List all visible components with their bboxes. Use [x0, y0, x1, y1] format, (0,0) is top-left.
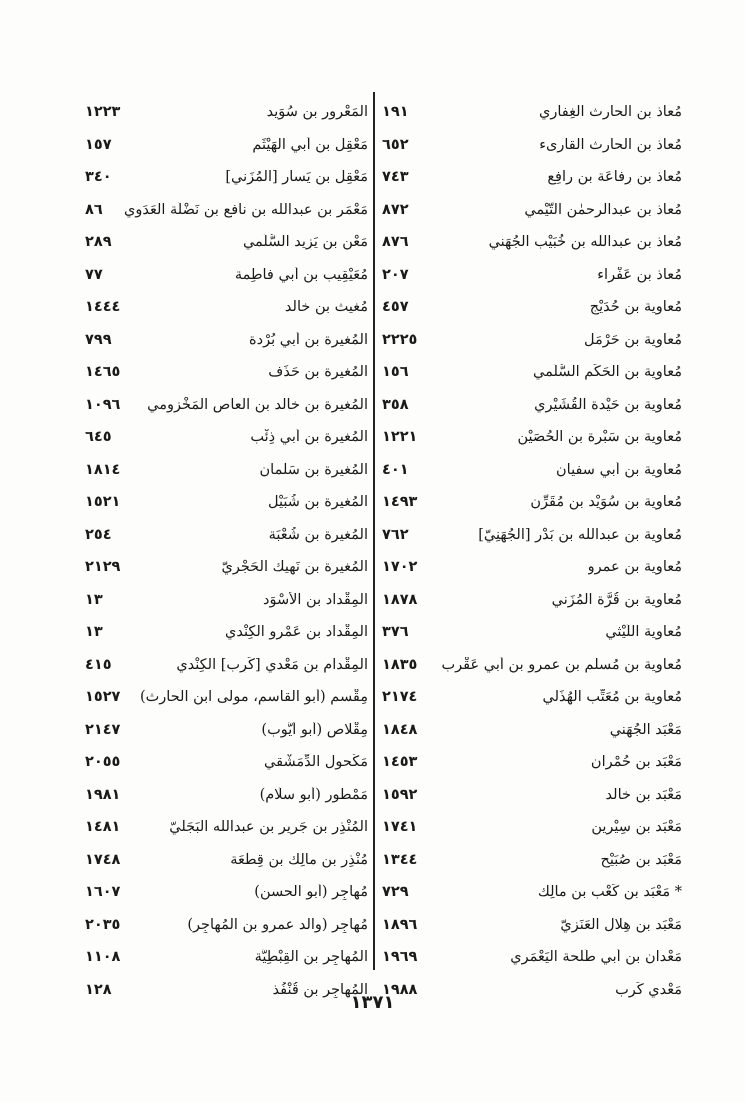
entry-reference-number: ٧٩٩: [85, 331, 112, 348]
index-entry: [85, 259, 368, 292]
index-entry: [382, 519, 682, 552]
entry-name: مَعْقِل بن يَسار [المُزَني]: [225, 169, 368, 186]
entry-name: مُعاذ بن عَفْراء: [597, 266, 682, 283]
entry-reference-number: ١٤٤٤: [85, 299, 121, 316]
entry-name: مُعاوية بن حُدَيْج: [589, 299, 682, 316]
index-entry: [85, 194, 368, 227]
entry-name: مَمْطور (أبو سلّام): [259, 786, 368, 803]
index-entry: [382, 941, 682, 974]
index-entry: [382, 291, 682, 324]
entry-reference-number: ١٧٤١: [382, 819, 418, 836]
entry-reference-number: ٢٥٤: [85, 526, 112, 543]
index-entry: [85, 324, 368, 357]
entry-reference-number: ٢٠٧: [382, 266, 409, 283]
index-entry: [382, 454, 682, 487]
entry-reference-number: ١٩٨١: [85, 786, 121, 803]
entry-reference-number: ٢١٢٩: [85, 559, 121, 576]
entry-reference-number: ١٩١: [382, 104, 409, 121]
entry-name: مُعاوية بن الحَكَم السُّلَمي: [532, 364, 682, 381]
entry-reference-number: ١٥٩٢: [382, 786, 418, 803]
index-entry: [382, 226, 682, 259]
entry-reference-number: ١٨٧٨: [382, 591, 418, 608]
entry-reference-number: ١٨٩٦: [382, 916, 418, 933]
entry-reference-number: ١٧٤٨: [85, 851, 121, 868]
entry-name: مِقْلاص (أبو أيُّوب): [261, 721, 368, 738]
entry-reference-number: ٣٤٠: [85, 169, 112, 186]
index-entry: [85, 649, 368, 682]
index-entry: [382, 584, 682, 617]
index-entry: [382, 551, 682, 584]
entry-name: مُعاوية اللَّيْثي: [605, 624, 682, 641]
entry-name: المُغيرة بن شُعْبَة: [268, 526, 368, 543]
entry-reference-number: ١٤٨١: [85, 819, 121, 836]
entry-reference-number: ٦٤٥: [85, 429, 112, 446]
entry-name: مُعاذ بن الحارث القارىء: [539, 136, 682, 153]
entry-name: المُغيرة بن شُبَيْل: [268, 494, 368, 511]
entry-name: مُهاجِر (أبو الحسن): [254, 884, 368, 901]
entry-name: مُنْذِر بن مالِك بن قِطْعَة: [230, 851, 368, 868]
entry-reference-number: ١٣٤٤: [382, 851, 418, 868]
entry-name: مُهاجِر (والد عمرو بن المُهاجِر): [187, 916, 368, 933]
entry-name: مَعْبَد بن خالد: [605, 786, 682, 803]
entry-name: مُعاوية بن قُرَّة المُزَني: [551, 591, 682, 608]
entry-reference-number: ١٥٦: [382, 364, 409, 381]
entry-name: المُهاجِر بن قُنْفُذ: [272, 981, 368, 998]
index-column-left: [85, 96, 368, 1006]
entry-reference-number: ١٥٧: [85, 136, 112, 153]
entry-reference-number: ٢٠٥٥: [85, 754, 121, 771]
index-entry: [85, 454, 368, 487]
index-entry: [382, 779, 682, 812]
entry-name: مُعاوية بن حَرْمَل: [584, 331, 682, 348]
entry-reference-number: ١٤٩٣: [382, 494, 418, 511]
index-entry: [382, 746, 682, 779]
entry-reference-number: ٢٠٣٥: [85, 916, 121, 933]
entry-name: المُغيرة بن أبي بُرْدة: [249, 331, 368, 348]
index-entry: [85, 389, 368, 422]
index-entry: [382, 909, 682, 942]
entry-name: مَعْن بن يَزِيد السُّلَمي: [242, 234, 368, 251]
entry-name: مَعْبَد بن هِلال العَنَزِيّ: [560, 916, 682, 933]
entry-reference-number: ١٨١٤: [85, 461, 121, 478]
entry-name: * مَعْبَد بن كَعْب بن مالِك: [537, 884, 682, 901]
entry-reference-number: ١٦٠٧: [85, 884, 121, 901]
entry-name: مُعاذ بن الحارث الغِفاري: [539, 104, 682, 121]
entry-reference-number: ٧٢٩: [382, 884, 409, 901]
entry-name: المُنْذِر بن جَرير بن عبدالله البَجَليّ: [169, 819, 368, 836]
entry-reference-number: ١٥٢١: [85, 494, 121, 511]
entry-reference-number: ٨٧٢: [382, 201, 409, 218]
entry-name: المُغيرة بن نَهِيك الحَجْرِيّ: [221, 559, 368, 576]
entry-reference-number: ١٢٨: [85, 981, 112, 998]
entry-name: المَعْرور بن سُوَيد: [266, 104, 368, 121]
entry-name: المِقْداد بن الأسْوَد: [263, 591, 368, 608]
index-entry: [85, 486, 368, 519]
entry-reference-number: ٢١٤٧: [85, 721, 121, 738]
entry-name: مَعْدان بن أبي طَلْحة اليَعْمَري: [510, 949, 682, 966]
index-entry: [85, 746, 368, 779]
index-entry: [85, 779, 368, 812]
entry-name: مِقْسم (أبو القاسم، مولى ابن الحارث): [139, 689, 368, 706]
entry-reference-number: ١٨٤٨: [382, 721, 418, 738]
index-entry: [85, 909, 368, 942]
index-entry: [85, 941, 368, 974]
index-entry: [382, 194, 682, 227]
entry-name: مَعْبَد بن سِيْرين: [591, 819, 682, 836]
entry-name: مُعاذ بن عبدالله بن خُبَيْب الجُهَني: [488, 234, 682, 251]
entry-name: مَكْحول الدِّمَشْقي: [264, 754, 368, 771]
index-entry: [382, 486, 682, 519]
entry-name: مُعاوية بن سَبْرة بن الحُصَيْن: [517, 429, 682, 446]
entry-name: مُعاوية بن حَيْدة القُشَيْري: [534, 396, 682, 413]
entry-name: مُعَيْقِيب بن أبي فاطِمة: [234, 266, 368, 283]
entry-name: المُغيرة بن حَذَف: [268, 364, 368, 381]
entry-reference-number: ١٨٣٥: [382, 656, 418, 673]
entry-reference-number: ٦٥٢: [382, 136, 409, 153]
index-entry: [85, 616, 368, 649]
index-entry: [85, 356, 368, 389]
entry-name: مُعاذ بن رِفاعَة بن رافِع: [547, 169, 682, 186]
entry-reference-number: ١٧٠٢: [382, 559, 418, 576]
entry-reference-number: ١٠٩٦: [85, 396, 121, 413]
index-entry: [382, 714, 682, 747]
column-divider: [373, 92, 375, 970]
entry-name: مُعاوية بن عمرو: [587, 559, 682, 576]
entry-reference-number: ٨٧٦: [382, 234, 409, 251]
entry-name: مُعاوية بن سُوَيْد بن مُقَرِّن: [530, 494, 682, 511]
entry-name: مَعْقِل بن أبي الهَيْثَم: [252, 136, 368, 153]
entry-name: مُعاوية بن عبدالله بن بَدْر [الجُهَنِيّ]: [478, 526, 682, 543]
entry-reference-number: ٢٨٩: [85, 234, 112, 251]
entry-name: مَعْدي كَرِب: [615, 981, 682, 998]
entry-name: المِقْداد بن عَمْرو الكِنْدي: [225, 624, 368, 641]
entry-name: مُعاذ بن عبدالرحمٰن التَّيْمي: [524, 201, 682, 218]
entry-reference-number: ١٤٦٥: [85, 364, 121, 381]
index-entry: [382, 876, 682, 909]
entry-reference-number: ١٣: [85, 591, 103, 608]
index-entry: [382, 259, 682, 292]
entry-reference-number: ٢٢٢٥: [382, 331, 418, 348]
index-entry: [85, 129, 368, 162]
entry-name: مَعْبَد بن صُبَيْح: [600, 851, 682, 868]
entry-reference-number: ١٩٦٩: [382, 949, 418, 966]
entry-reference-number: ٧٤٣: [382, 169, 409, 186]
index-entry: [382, 811, 682, 844]
index-entry: [85, 519, 368, 552]
index-entry: [382, 421, 682, 454]
entry-reference-number: ١٤٥٣: [382, 754, 418, 771]
entry-name: المُغيرة بن خالد بن العاص المَخْزومي: [147, 396, 368, 413]
entry-name: مُغيث بن خالد: [284, 299, 368, 316]
entry-reference-number: ٧٦٢: [382, 526, 409, 543]
index-entry: [382, 389, 682, 422]
entry-reference-number: ١٣: [85, 624, 103, 641]
index-entry: [85, 811, 368, 844]
index-entry: [382, 129, 682, 162]
entry-reference-number: ١٥٢٧: [85, 689, 121, 706]
index-entry: [382, 356, 682, 389]
entry-reference-number: ١١٠٨: [85, 949, 121, 966]
entry-name: مُعاوية بن أبي سفيان: [556, 461, 682, 478]
entry-reference-number: ٣٥٨: [382, 396, 409, 413]
entry-reference-number: ١٢٢١: [382, 429, 418, 446]
index-entry: [85, 876, 368, 909]
index-entry: [382, 649, 682, 682]
entry-reference-number: ١٢٢٣: [85, 104, 121, 121]
index-entry: [382, 844, 682, 877]
index-entry: [85, 714, 368, 747]
entry-reference-number: ٨٦: [85, 201, 103, 218]
entry-reference-number: ٣٧٦: [382, 624, 409, 641]
entry-reference-number: ٧٧: [85, 266, 103, 283]
index-entry: [85, 226, 368, 259]
entry-name: المِقْدام بن مَعْدي [كَرِب] الكِنْدي: [176, 656, 368, 673]
entry-reference-number: ٤١٥: [85, 656, 112, 673]
entry-name: مَعْبَد بن حُمْران: [590, 754, 682, 771]
entry-reference-number: ٢١٧٤: [382, 689, 418, 706]
index-entry: [85, 681, 368, 714]
entry-name: مَعْمَر بن عبدالله بن نافع بن نَضْلَة العَدَوي: [124, 201, 368, 218]
entry-name: مُعاوية بن مُسلم بن عمرو بن أبي عَقْرب: [441, 656, 682, 673]
index-entry: [85, 551, 368, 584]
entry-reference-number: ٤٠١: [382, 461, 409, 478]
index-entry: [85, 421, 368, 454]
entry-name: المُغيرة بن سَلْمان: [259, 461, 368, 478]
entry-reference-number: ١٩٨٨: [382, 981, 418, 998]
index-entry: [85, 844, 368, 877]
index-entry: [382, 161, 682, 194]
entry-name: مُعاوية بن مُعَتِّب الهُذَلي: [542, 689, 682, 706]
index-entry: [382, 96, 682, 129]
index-column-right: [382, 96, 682, 1006]
entry-name: مَعْبَد الجُهَني: [609, 721, 682, 738]
index-entry: [85, 584, 368, 617]
page-number: ١٣٧١: [350, 992, 395, 1013]
index-entry: [85, 161, 368, 194]
entry-reference-number: ٤٥٧: [382, 299, 409, 316]
index-entry: [382, 324, 682, 357]
index-entry: [85, 291, 368, 324]
index-entry: [382, 681, 682, 714]
entry-name: المُهاجِر بن القِبْطِيَّة: [254, 949, 368, 966]
index-entry: [85, 96, 368, 129]
index-entry: [382, 616, 682, 649]
entry-name: المُغيرة بن أبي ذِئْب: [250, 429, 368, 446]
